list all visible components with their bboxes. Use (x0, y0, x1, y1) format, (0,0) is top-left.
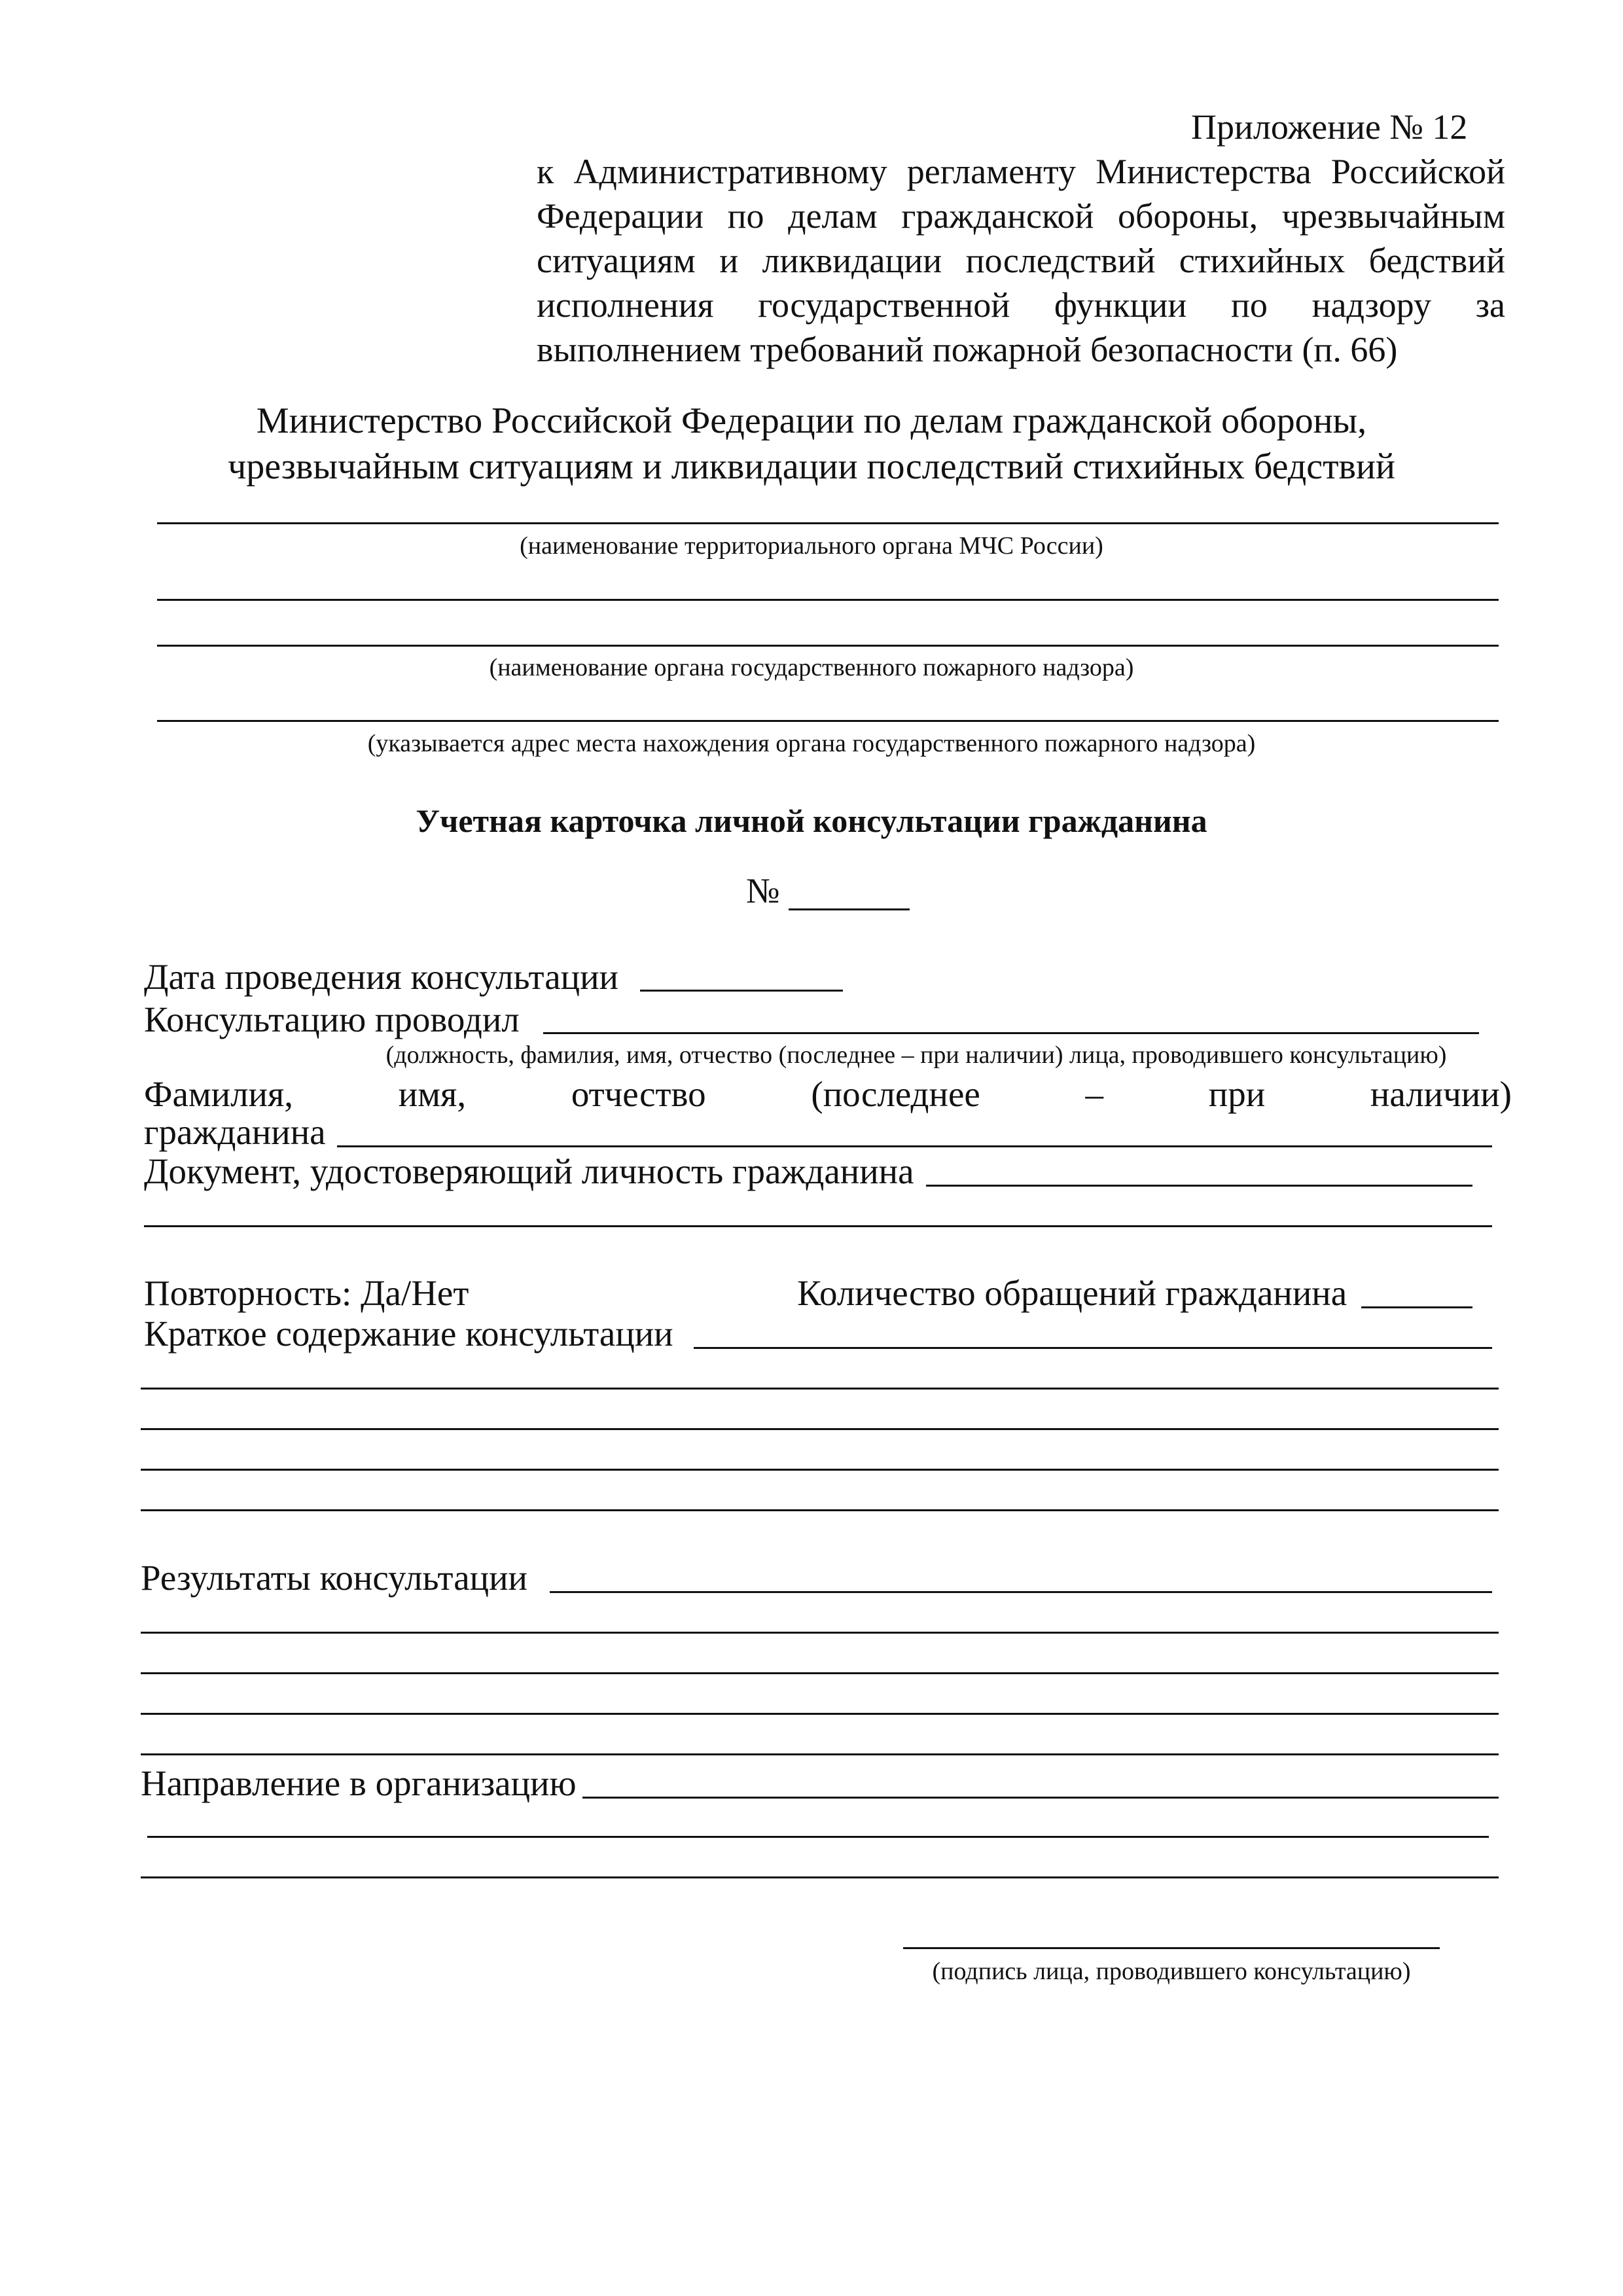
results-line-4[interactable] (141, 1713, 1499, 1715)
card-number (746, 870, 780, 911)
summary-blank[interactable] (694, 1347, 1492, 1349)
consultant-label: Консультацию проводил (144, 999, 520, 1039)
fio-blank[interactable] (337, 1145, 1492, 1147)
fio-word-6: при (1208, 1074, 1266, 1114)
annex-number: Приложение № 12 (1191, 107, 1468, 147)
fio-cont-label: гражданина (144, 1112, 326, 1152)
results-line-2[interactable] (141, 1632, 1499, 1634)
address-caption: (указывается адрес места нахождения органа государственного пожарного надзора) (367, 730, 1256, 757)
annex-block (537, 105, 1505, 372)
results-label: Результаты консультации (141, 1558, 527, 1598)
count-blank[interactable] (1361, 1306, 1472, 1308)
fio-word-1: Фамилия, (144, 1074, 294, 1114)
card-title: Учетная карточка личной консультации гражданина (416, 802, 1207, 839)
ministry-heading (223, 398, 1400, 490)
referral-line-3[interactable] (141, 1876, 1499, 1878)
signature-line[interactable] (903, 1947, 1440, 1949)
date-label: Дата проведения консультации (144, 957, 618, 997)
territorial-organ-line-2[interactable] (157, 599, 1499, 601)
ministry-line-2: чрезвычайным ситуациям и ликвидации последствий стихийных бедствий (228, 446, 1395, 487)
document-blank-2[interactable] (144, 1225, 1492, 1227)
results-blank[interactable] (550, 1591, 1492, 1593)
fio-word-4: (последнее (811, 1074, 980, 1114)
referral-blank[interactable] (582, 1797, 1499, 1799)
summary-line-5[interactable] (141, 1509, 1499, 1511)
summary-line-2[interactable] (141, 1388, 1499, 1390)
referral-label: Направление в организацию (141, 1763, 577, 1803)
annex-text: к Административному регламенту Министерства Российской Федерации по делам гражданской обороны, чрезвычайным ситуациям и ликвидации последствий стихийных бедствий исполнения государственной функции по надзору за выполнением требований пожарной безопасности (п. 66) (537, 152, 1505, 369)
signature-caption: (подпись лица, проводившего консультацию) (932, 1958, 1411, 1985)
fio-word-5: – (1085, 1074, 1104, 1114)
date-blank[interactable] (640, 990, 843, 992)
document-label: Документ, удостоверяющий личность гражданина (144, 1151, 914, 1191)
repeat-label: Повторность: Да/Нет (144, 1273, 469, 1313)
fire-authority-caption: (наименование органа государственного пожарного надзора) (489, 654, 1134, 681)
fire-authority-line[interactable] (157, 645, 1499, 647)
consultant-blank[interactable] (543, 1032, 1479, 1034)
address-line[interactable] (157, 720, 1499, 722)
count-label: Количество обращений гражданина (797, 1273, 1347, 1313)
fio-word-2: имя, (398, 1074, 467, 1114)
consultant-caption: (должность, фамилия, имя, отчество (последнее – при наличии) лица, проводившего консультацию) (385, 1041, 1447, 1069)
fio-word-3: отчество (571, 1074, 706, 1114)
ministry-line-1: Министерство Российской Федерации по делам гражданской обороны, (256, 401, 1367, 441)
number-label: № (746, 871, 780, 910)
fio-row (144, 1073, 1512, 1115)
results-line-3[interactable] (141, 1672, 1499, 1674)
territorial-organ-caption: (наименование территориального органа МЧС России) (520, 532, 1103, 560)
card-number-blank[interactable] (789, 908, 910, 910)
document-blank[interactable] (926, 1185, 1472, 1187)
summary-line-3[interactable] (141, 1428, 1499, 1430)
territorial-organ-line[interactable] (157, 522, 1499, 524)
results-line-5[interactable] (141, 1753, 1499, 1755)
summary-label: Краткое содержание консультации (144, 1314, 673, 1354)
referral-line-2[interactable] (147, 1836, 1489, 1838)
fio-word-7: наличии) (1370, 1074, 1512, 1114)
summary-line-4[interactable] (141, 1469, 1499, 1471)
